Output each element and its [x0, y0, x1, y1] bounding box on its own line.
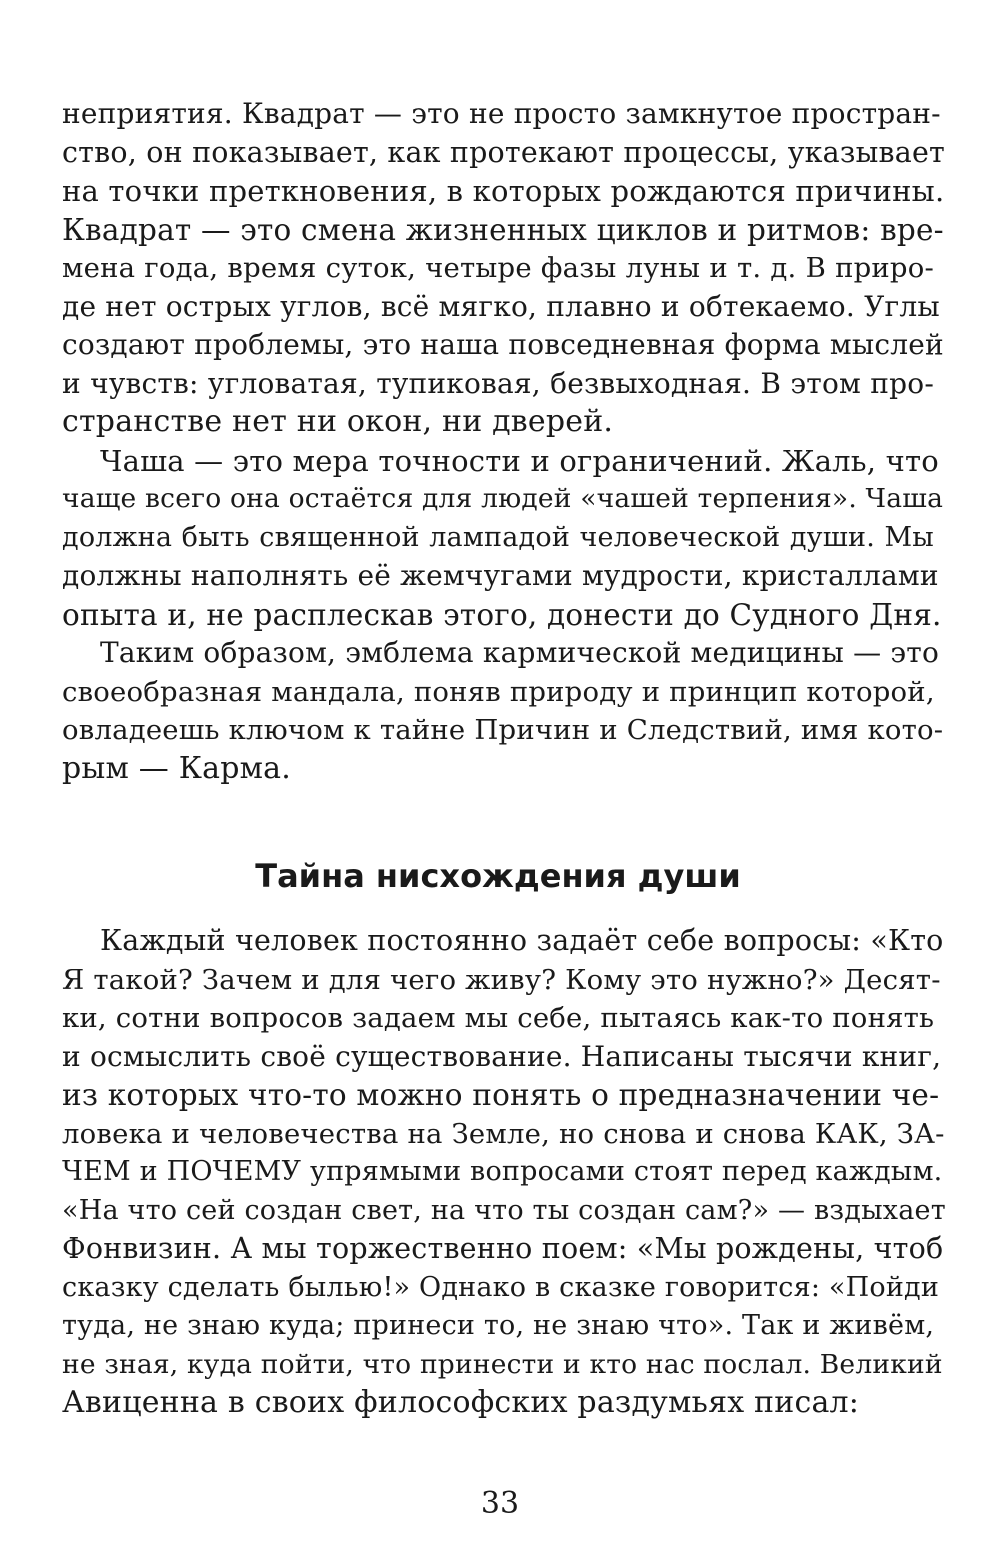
text-line: опыта и, не расплескав этого, донести до Судного Дня. [62, 597, 942, 632]
page-number: 33 [480, 1486, 520, 1521]
text-line: должна быть священной лампадой человеческой души. Мы [62, 521, 934, 553]
text-line: мена года, время суток, четыре фазы луны и т. д. В приро- [62, 252, 934, 284]
text-line: неприятия. Квадрат — это не просто замкнутое простран- [62, 97, 941, 130]
text-line: ки, сотни вопросов задаем мы себе, пытаясь как-то понять [62, 1002, 935, 1034]
text-line: Авиценна в своих философских раздумьях писал: [62, 1385, 860, 1420]
book-page [62, 95, 946, 1423]
text-line: Чаша — это мера точности и ограничений. Жаль, что [100, 443, 939, 478]
text-line: ЧЕМ и ПОЧЕМУ упрямыми вопросами стоят перед каждым. [62, 1156, 943, 1187]
text-line: рым — Карма. [62, 750, 291, 786]
text-line: создают проблемы, это наша повседневная форма мыслей [62, 328, 944, 361]
text-line: Каждый человек постоянно задаёт себе вопросы: «Кто [100, 924, 944, 957]
text-line: не зная, куда пойти, что принести и кто нас послал. Великий [62, 1348, 943, 1380]
text-line: должны наполнять её жемчугами мудрости, кристаллами [62, 559, 939, 592]
text-line: ство, он показывает, как протекают процессы, указывает [62, 135, 945, 169]
text-line: странстве нет ни окон, ни дверей. [62, 404, 614, 439]
text-line: де нет острых углов, всё мягко, плавно и обтекаемо. Углы [62, 289, 940, 323]
text-line: из которых что-то можно понять о предназначении че- [62, 1078, 940, 1112]
text-line: и чувств: угловатая, тупиковая, безвыходная. В этом про- [62, 366, 934, 400]
paragraph-questions [62, 922, 946, 1423]
text-line: Фонвизин. А мы торжественно поем: «Мы рождены, чтоб [62, 1232, 944, 1265]
text-line: ловека и человечества на Земле, но снова и снова КАК, ЗА- [62, 1117, 945, 1150]
paragraph-emblem [62, 634, 944, 788]
text-line: и осмыслить своё существование. Написаны тысячи книг, [62, 1039, 942, 1073]
text-line: Я такой? Зачем и для чего живу? Кому это нужно?» Десят- [62, 963, 941, 996]
text-line: сказку сделать былью!» Однако в сказке говорится: «Пойди [62, 1271, 940, 1303]
paragraph-square [62, 95, 945, 442]
section-heading: Тайна нисхождения души [255, 857, 741, 895]
text-line: своеобразная мандала, поняв природу и принцип которой, [62, 675, 935, 708]
text-line: туда, не знаю куда; принеси то, не знаю что». Так и живём, [62, 1310, 935, 1341]
paragraph-bowl [62, 442, 944, 635]
text-line: Таким образом, эмблема кармической медицины — это [100, 636, 940, 669]
text-line: «На что сей создан свет, на что ты создан сам?» — вздыхает [62, 1194, 946, 1226]
text-line: Квадрат — это смена жизненных циклов и ритмов: вре- [62, 212, 944, 247]
text-line: овладеешь ключом к тайне Причин и Следствий, имя кото- [62, 714, 944, 746]
text-line: на точки преткновения, в которых рождаются причины. [62, 174, 945, 208]
text-line: чаще всего она остаётся для людей «чашей терпения». Чаша [62, 483, 944, 514]
